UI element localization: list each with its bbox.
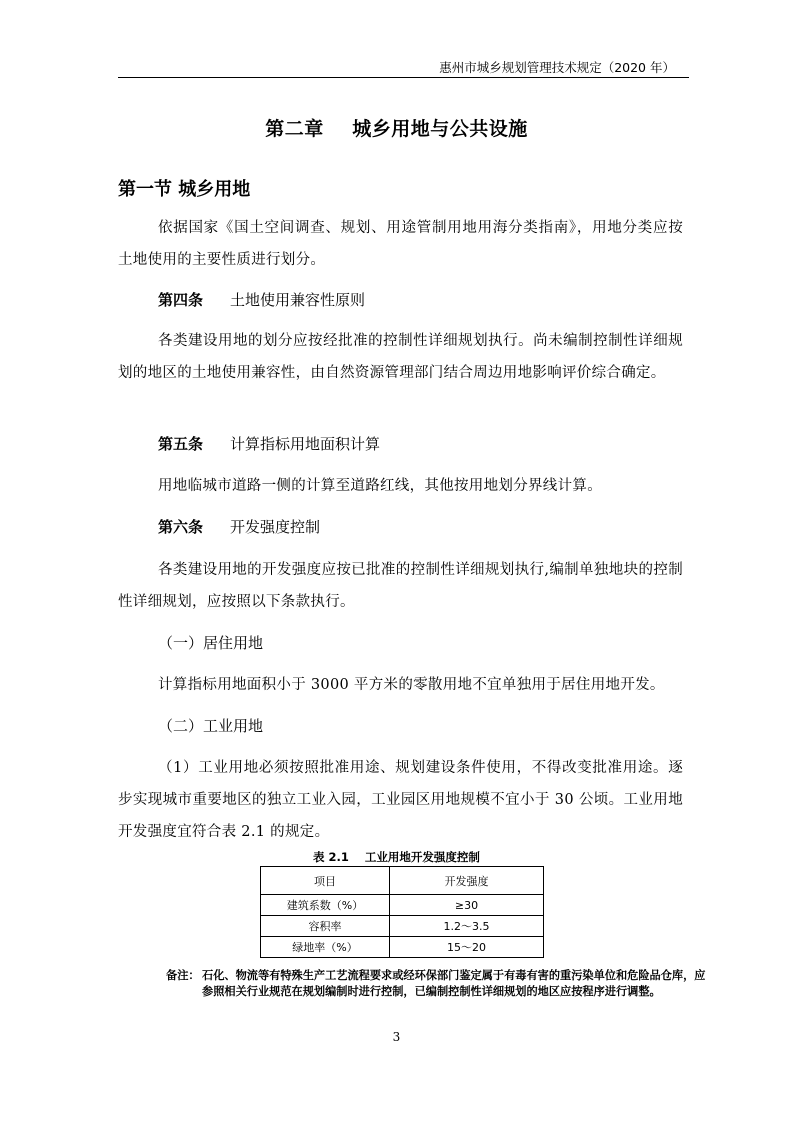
article-number: 第五条 [158,435,204,453]
running-header: 惠州市城乡规划管理技术规定（2020 年） [439,60,675,75]
subsection-residential-body: 计算指标用地面积小于 3000 平方米的零散用地不宜单独用于居住用地开发。 [158,677,665,693]
table-cell: 绿地率（%） [261,937,390,958]
article-5-body: 用地临城市道路一侧的计算至道路红线，其他按用地划分界线计算。 [158,478,602,494]
table-cell: ≥30 [390,895,544,916]
article-4-heading [158,289,365,310]
table-row [261,895,544,916]
table-cell: 建筑系数（%） [261,895,390,916]
note-text: 石化、物流等有特殊生产工艺流程要求或经环保部门鉴定属于有毒有害的重污染单位和危险品仓库，应参照相关行业规范在规划编制时进行控制，已编制控制性详细规划的地区应按程序进行调整。 [202,969,706,998]
table-header-row [261,867,544,895]
table-caption: 表 2.1 工业用地开发强度控制 [313,850,480,864]
chapter-title: 第二章 城乡用地与公共设施 [265,118,528,140]
article-number: 第四条 [158,291,204,309]
table-cell: 容积率 [261,916,390,937]
table-cell: 15～20 [390,937,544,958]
header-rule [118,77,689,78]
table-header-cell: 项目 [261,867,390,895]
page-number: 3 [392,1030,401,1044]
article-title: 计算指标用地面积计算 [230,435,381,453]
article-6-heading [158,516,320,537]
subsection-industrial-title: （二）工业用地 [158,717,264,735]
subsection-residential-title: （一）居住用地 [158,634,264,652]
development-intensity-table [260,866,544,958]
article-5-heading [158,433,380,454]
section-title: 第一节 城乡用地 [118,179,251,200]
table-note [166,968,706,1000]
table-row [261,916,544,937]
intro-paragraph: 依据国家《国土空间调查、规划、用途管制用地用海分类指南》，用地分类应按土地使用的主要性质进行划分。 [118,220,683,268]
article-title: 开发强度控制 [230,518,321,536]
article-4-body: 各类建设用地的划分应按经批准的控制性详细规划执行。尚未编制控制性详细规划的地区的土地使用兼容性，由自然资源管理部门结合周边用地影响评价综合确定。 [118,333,683,381]
subsection-industrial-body: （1）工业用地必须按照批准用途、规划建设条件使用，不得改变批准用途。逐步实现城市重要地区的独立工业入园，工业园区用地规模不宜小于 30 公顷。工业用地开发强度宜符合表 2.1 的规定。 [118,760,683,840]
table-row [261,937,544,958]
table-cell: 1.2～3.5 [390,916,544,937]
note-label: 备注： [166,969,200,982]
article-title: 土地使用兼容性原则 [230,291,366,309]
article-6-body: 各类建设用地的开发强度应按已批准的控制性详细规划执行,编制单独地块的控制性详细规划，应按照以下条款执行。 [118,562,683,610]
article-number: 第六条 [158,518,204,536]
table-header-cell: 开发强度 [390,867,544,895]
